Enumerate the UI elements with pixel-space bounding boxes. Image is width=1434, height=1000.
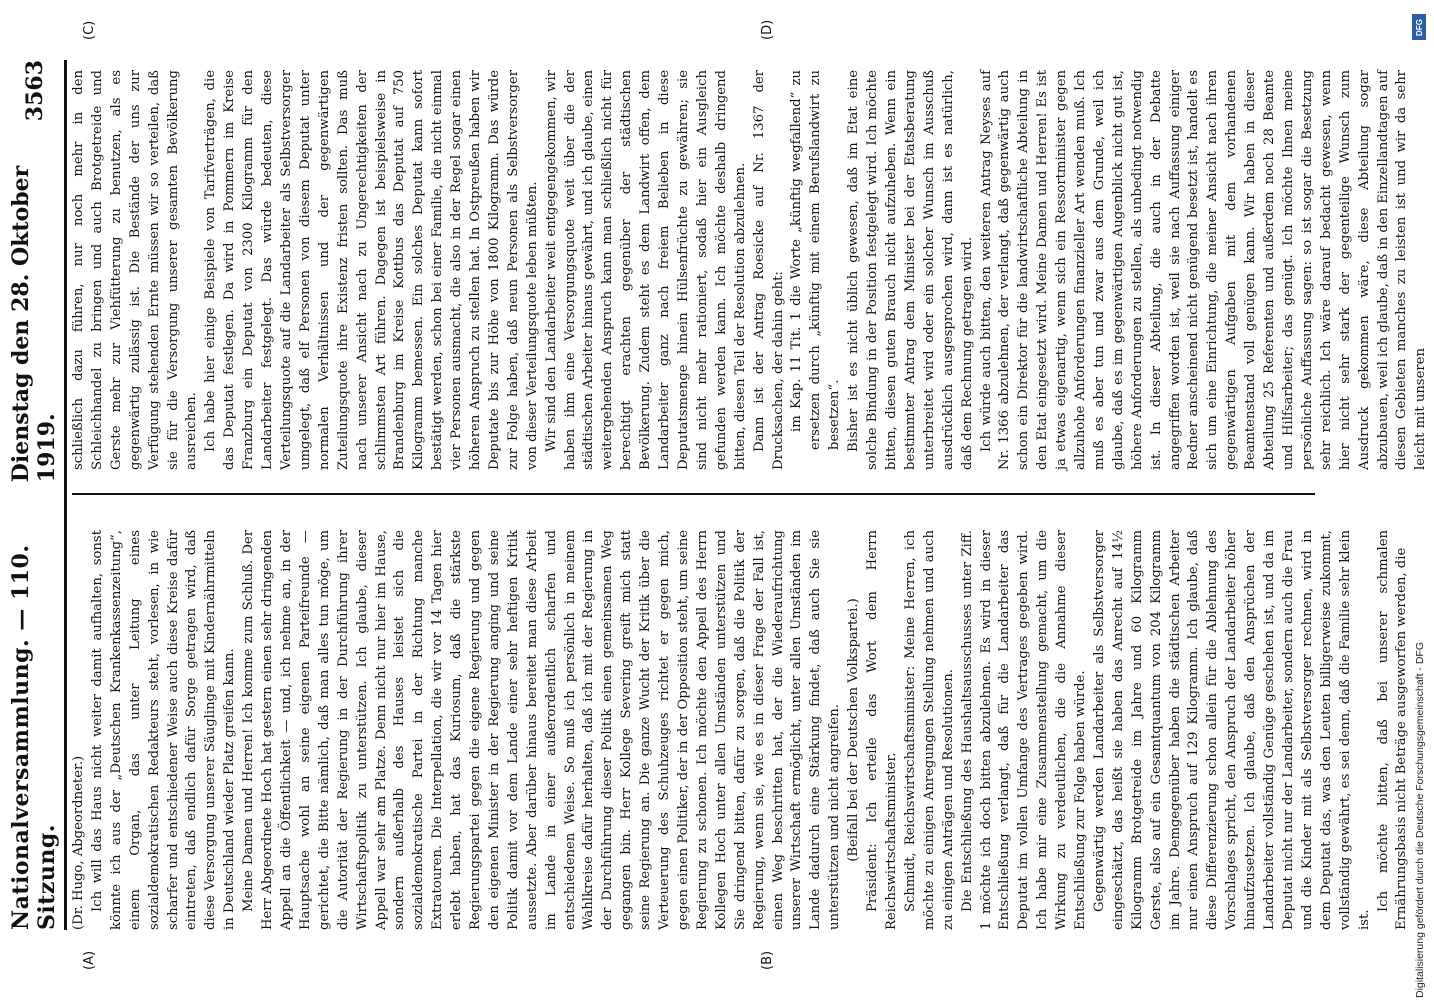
header-date: Dienstag den 28. Oktober 1919. <box>8 165 60 483</box>
paragraph: Ich will das Haus nicht weiter damit aufhalten, sonst könnte ich aus der „Deutschen Krankenkassenzeitung“, einem Organ, das unter Leitung eines sozialdemokratischen Redakteurs steht, vorlesen, in wie scharfer und entschiedener Weise auch diese Kreise dafür eintreten, daß endlich dafür Sorge getragen wird, daß diese Versorgung unserer Säuglinge mit Kindernährmitteln in Deutschland wieder Platz greifen kann. <box>89 530 238 930</box>
paragraph: Ich würde auch bitten, den weiteren Antrag Neyses auf Nr. 1366 abzulehnen, der verlangt, daß gegenwärtig auch schon ein Direktor für die landwirtschaftliche Abteilung in den Etat eingesetzt wird. Meine Damen und Herren! Es ist ja etwas eigenartig, wenn sich ein Ressortminister gegen allzuhohe Anforderungen finanzieller Art wenden muß. Ich muß es aber tun und zwar aus dem Grunde, weil ich glaube, daß es im gegenwärtigen Augenblick nicht gut ist, höhere Anforderungen zu stellen, als unbedingt notwendig ist. In dieser Abteilung, die auch in der Debatte angegriffen worden ist, weil sie nach Auffassung einiger Redner anscheinend nicht genügend besetzt ist, handelt es sich um eine Einrichtung, die meiner Ansicht nach ihren gegenwärtigen Aufgaben mit dem vorhandenen Beamtenstand voll genügen kann. Wir haben in dieser Abteilung 25 Referenten und außerdem noch 28 Beamte und Hilfsarbeiter; das genügt. Ich möchte Ihnen meine persönliche Auffassung sagen: so ist sogar die Besetzung sehr reichlich. Ich wäre darauf bedacht gewesen, wenn hier nicht sehr stark der gegenteilige Wunsch zum Ausdruck gekommen wäre, diese Abteilung sogar abzubauen, weil ich glaube, daß in den Einzellandtagen auf diesen Gebieten manches zu leisten ist und wir da sehr leicht mit unseren <box>978 70 1429 470</box>
margin-marker-c: (C) <box>82 20 97 40</box>
margin-marker-d: (D) <box>760 19 775 40</box>
left-column <box>70 530 1410 930</box>
president-statement: Präsident: Ich erteile das Wort dem Herrn Reichswirtschaftsminister. <box>865 530 899 930</box>
paragraph: Bisher ist es nicht üblich gewesen, daß im Etat eine solche Bindung in der Position festgelegt wird. Ich möchte bitten, diesen guten Brauch nicht aufzuheben. Wenn ein bestimmter Antrag dem Minister bei der Etatsberatung unterbreitet wird oder ein solcher Wunsch im Ausschuß ausdrücklich ausgesprochen wird, dann ist es natürlich, daß dem Rechnung getragen wird. <box>846 70 975 470</box>
credit-text: Digitalisierung gefördert durch die Deutsche Forschungsgemeinschaft - DFG <box>1414 641 1426 998</box>
paragraph: Dann ist der Antrag Roesicke auf Nr. 1367 der Drucksachen, der dahin geht: <box>751 70 786 470</box>
paragraph: Gegenwärtig werden Landarbeiter als Selbstversorger eingeschätzt, das heißt sie haben das Anrecht auf 14½ Kilogramm Brotgetreide im Jahre und 60 Kilogramm Gerste, also auf ein Gesamtquantum von 204 Kilogramm im Jahre. Demgegenüber haben die städtischen Arbeiter nur einen Anspruch auf 129 Kilogramm. Ich glaube, daß diese Differenzierung schon allein für die Ablehnung des Vorschlages spricht, den Anspruch der Landarbeiter höher hinaufzusetzen. Ich glaube, daß den Ansprüchen der Landarbeiter vollständig Genüge geschehen ist, und da im Deputat nicht nur der Landarbeiter, sondern auch die Frau und die Kinder mit als Selbstversorger rechnen, wird in dem Deputat das, was den Leuten billigerweise zukommt, vollständig gewährt, es sei denn, daß die Familie sehr klein ist. <box>1091 530 1372 930</box>
paragraph: Meine Damen und Herren! Ich komme zum Schluß. Der Herr Abgeordnete Hoch hat gestern einen sehr dringenden Appell an die Öffentlichkeit — und, ich nehme an, in der Hauptsache wohl an seine eigenen Parteifreunde — gerichtet, die Bitte nämlich, daß man alles tun möge, um die Autorität der Regierung in der Durchführung ihrer Wirtschaftspolitik zu unterstützen. Ich glaube, dieser Appell war sehr am Platze. Denn nicht nur hier im Hause, sondern außerhalb des Hauses leistet sich die sozialdemokratische Partei in der Richtung manche Extratouren. Die Interpellation, die wir vor 14 Tagen hier erlebt haben, hat das Kuriosum, daß die stärkste Regierungspartei gegen die eigene Regierung und gegen den eigenen Minister in der Regierung anging und seine Politik damit vor dem Lande einer sehr heftigen Kritik aussetzte. Aber darüber hinaus bereitet man diese Arbeit im Lande in einer außerordentlich scharfen und entschiedenen Weise. So muß ich persönlich in meinem Wahlkreise dafür herhalten, daß ich mit der Regierung in der Durchführung dieser Politik einen gemeinsamen Weg gegangen bin. Herr Kollege Severing greift mich statt seine Regierung an. Die ganze Wucht der Kritik über die Verteuerung des Schuhzeuges richtet er gegen mich, gegen einen Politiker, der in der Opposition steht, um seine Regierung zu schonen. Ich möchte den Appell des Herrn Kollegen Hoch unter allen Umständen unterstützen und Sie dringend bitten, dafür zu sorgen, daß die Politik der Regierung, wenn sie, wie es in dieser Frage der Fall ist, einen Weg beschritten hat, der die Wiederaufrichtung unserer Wirtschaft ermöglicht, unter allen Umständen im Lande dadurch eine Stärkung findet, daß auch Sie sie unterstützen und nicht angreifen. <box>241 530 843 930</box>
speaker-continuation: (Dr. Hugo, Abgeordneter.) <box>71 755 86 930</box>
paragraph: Ich habe hier einige Beispiele von Tarifverträgen, die das Deputat festlegen. Da wird in Pommern im Kreise Franzburg ein Deputat von 2300 Kilogramm für den Landarbeiter festgelegt. Das würde bedeuten, diese Verteilungsquote auf die Landarbeiter als Selbstversorger umgelegt, daß elf Personen von diesem Deputat unter normalen Verhältnissen und der gegenwärtigen Zuteilungsquote ihre Existenz fristen sollten. Das muß nach unserer Ansicht nach zu Ungerechtigkeiten der schlimmsten Art führen. Dagegen ist beispielsweise in Brandenburg im Kreise Kottbus das Deputat auf 750 Kilogramm bemessen. Ein solches Deputat kann sofort bestätigt werden, schon bei einer Familie, die nicht einmal vier Personen ausmacht, die also in der Regel sogar einen höheren Anspruch zu stellen hat. In Ostpreußen haben wir Deputate bis zur Höhe von 1800 Kilogramm. Das würde zur Folge haben, daß neun Personen als Selbstversorger von dieser Verteilungsquote leben müßten. <box>203 70 540 470</box>
page-header <box>8 60 67 930</box>
column-divider <box>72 493 1315 495</box>
paragraph: schließlich dazu führen, nur noch mehr in den Schleichhandel zu bringen und auch Brotgetreide und Gerste mehr zur Viehfütterung zu benutzen, als es gegenwärtig zulässig ist. Die Bestände der uns zur Verfügung stehenden Ernte müssen wir so verteilen, daß sie für die Versorgung unserer gesamten Bevölkerung ausreichen. <box>71 70 200 470</box>
margin-marker-a: (A) <box>82 950 97 970</box>
margin-marker-b: (B) <box>760 950 775 970</box>
quoted-motion: im Kap. 11 Tit. 1 die Worte „künftig wegfallend“ zu ersetzen durch „künftig mit einem Berufslandwirt zu besetzen“. <box>789 70 843 450</box>
paragraph: Ich möchte bitten, daß bei unserer schmalen Ernährungsbasis nicht Beträge ausgeworfen werden, die <box>1375 530 1410 930</box>
header-left: Nationalversammlung. — 110. Sitzung. <box>8 544 60 930</box>
minister-statement: Schmidt, Reichswirtschaftsminister: Meine Herren, ich möchte zu einigen Anregungen Stellung nehmen und auch zu einigen Anträgen und Resolutionen. <box>902 530 956 930</box>
right-column <box>70 70 1429 470</box>
applause-note: (Beifall bei der Deutschen Volkspartei.) <box>846 598 862 862</box>
paragraph: Die Entschließung des Haushaltsausschusses unter Ziff. 1 möchte ich doch bitten abzulehnen. Es wird in dieser Entschließung verlangt, daß für die Landarbeiter das Deputat im vollen Umfange des Vertrages gegeben wird. Ich habe mir eine Zusammenstellung gemacht, um die Wirkung zu verdeutlichen, die die Annahme dieser Entschließung zur Folge haben würde. <box>959 530 1089 930</box>
dfg-logo <box>1412 14 1426 40</box>
page-number: 3563 <box>22 60 48 122</box>
dfg-logo-text: DFG <box>1414 18 1424 36</box>
digitization-credit <box>1400 8 1434 998</box>
paragraph: Wir sind den Landarbeiter weit entgegengekommen, wir haben ihm eine Versorgungsquote weit über die der städtischen Arbeiter hinaus gewährt, und ich glaube, einen weitergehenden Anspruch kann man schließlich nicht für berechtigt erachten gegenüber der städtischen Bevölkerung. Zudem steht es dem Landwirt offen, dem Landarbeiter ganz nach freiem Belieben in diese Deputatsmenge hinein Hülsenfrüchte zu gewähren; sie sind nicht mehr rationiert, sodaß hier ein Ausgleich gefunden werden kann. Ich möchte deshalb dringend bitten, diesen Teil der Resolution abzulehnen. <box>543 70 748 470</box>
